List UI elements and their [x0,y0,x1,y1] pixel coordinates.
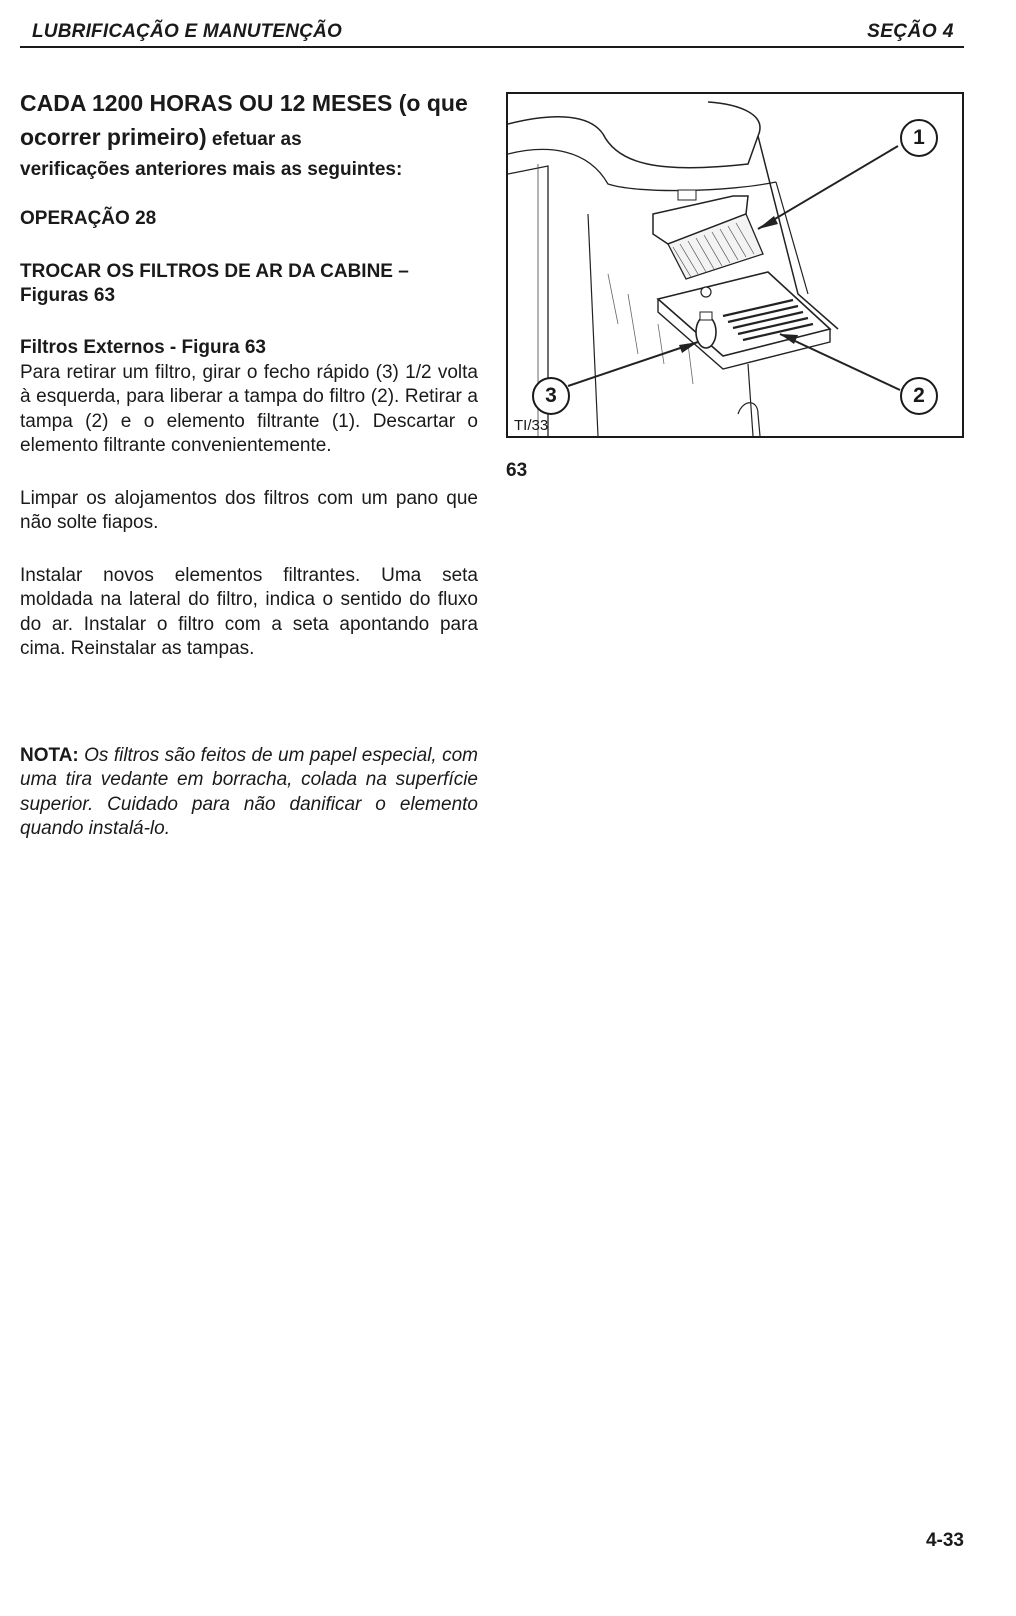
page-title [20,88,478,186]
callout-2: 2 [900,377,938,415]
note-label: NOTA: [20,744,79,766]
main-text-column [20,88,478,842]
paragraph-remove-filter: Para retirar um filtro, girar o fecho rápido (3) 1/2 volta à esquerda, para liberar a tampa do filtro (2). Retirar a tampa (2) e o elemento filtrante (1). Descartar o elemento filtrante convenientemente. [20,361,478,456]
section-heading: TROCAR OS FILTROS DE AR DA CABINE – Figuras 63 [20,261,409,306]
filter-illustration [508,94,962,436]
title-subline: verificações anteriores mais as seguintes: [20,159,403,180]
figure-number: 63 [506,460,528,481]
page-number: 4-33 [925,1530,964,1551]
subheading-external-filters: Filtros Externos - Figura 63 [20,337,266,358]
title-continuation: efetuar as [206,129,302,150]
callout-1: 1 [900,119,938,157]
title-main: CADA 1200 HORAS OU 12 MESES (o que ocorrer primeiro) [20,90,468,150]
callout-3: 3 [532,377,570,415]
header-section-number: SEÇÃO 4 [867,21,954,42]
page-header [20,20,964,48]
paragraph-clean-housings: Limpar os alojamentos dos filtros com um pano que não solte fiapos. [20,487,478,533]
note-text: Os filtros são feitos de um papel especial, com uma tira vedante em borracha, colada na superfície superior. Cuidado para não danificar o elemento quando instalá-lo. [20,744,478,839]
note-paragraph [20,744,478,842]
operation-label: OPERAÇÃO 28 [20,208,157,229]
figure-cab-air-filters [506,92,964,438]
figure-code: TI/33 [514,417,549,434]
header-section-title: LUBRIFICAÇÃO E MANUTENÇÃO [32,21,343,42]
paragraph-install-filters: Instalar novos elementos filtrantes. Uma seta moldada na lateral do filtro, indica o sentido do fluxo do ar. Instalar o filtro com a seta apontando para cima. Reinstalar as tampas. [20,564,478,659]
